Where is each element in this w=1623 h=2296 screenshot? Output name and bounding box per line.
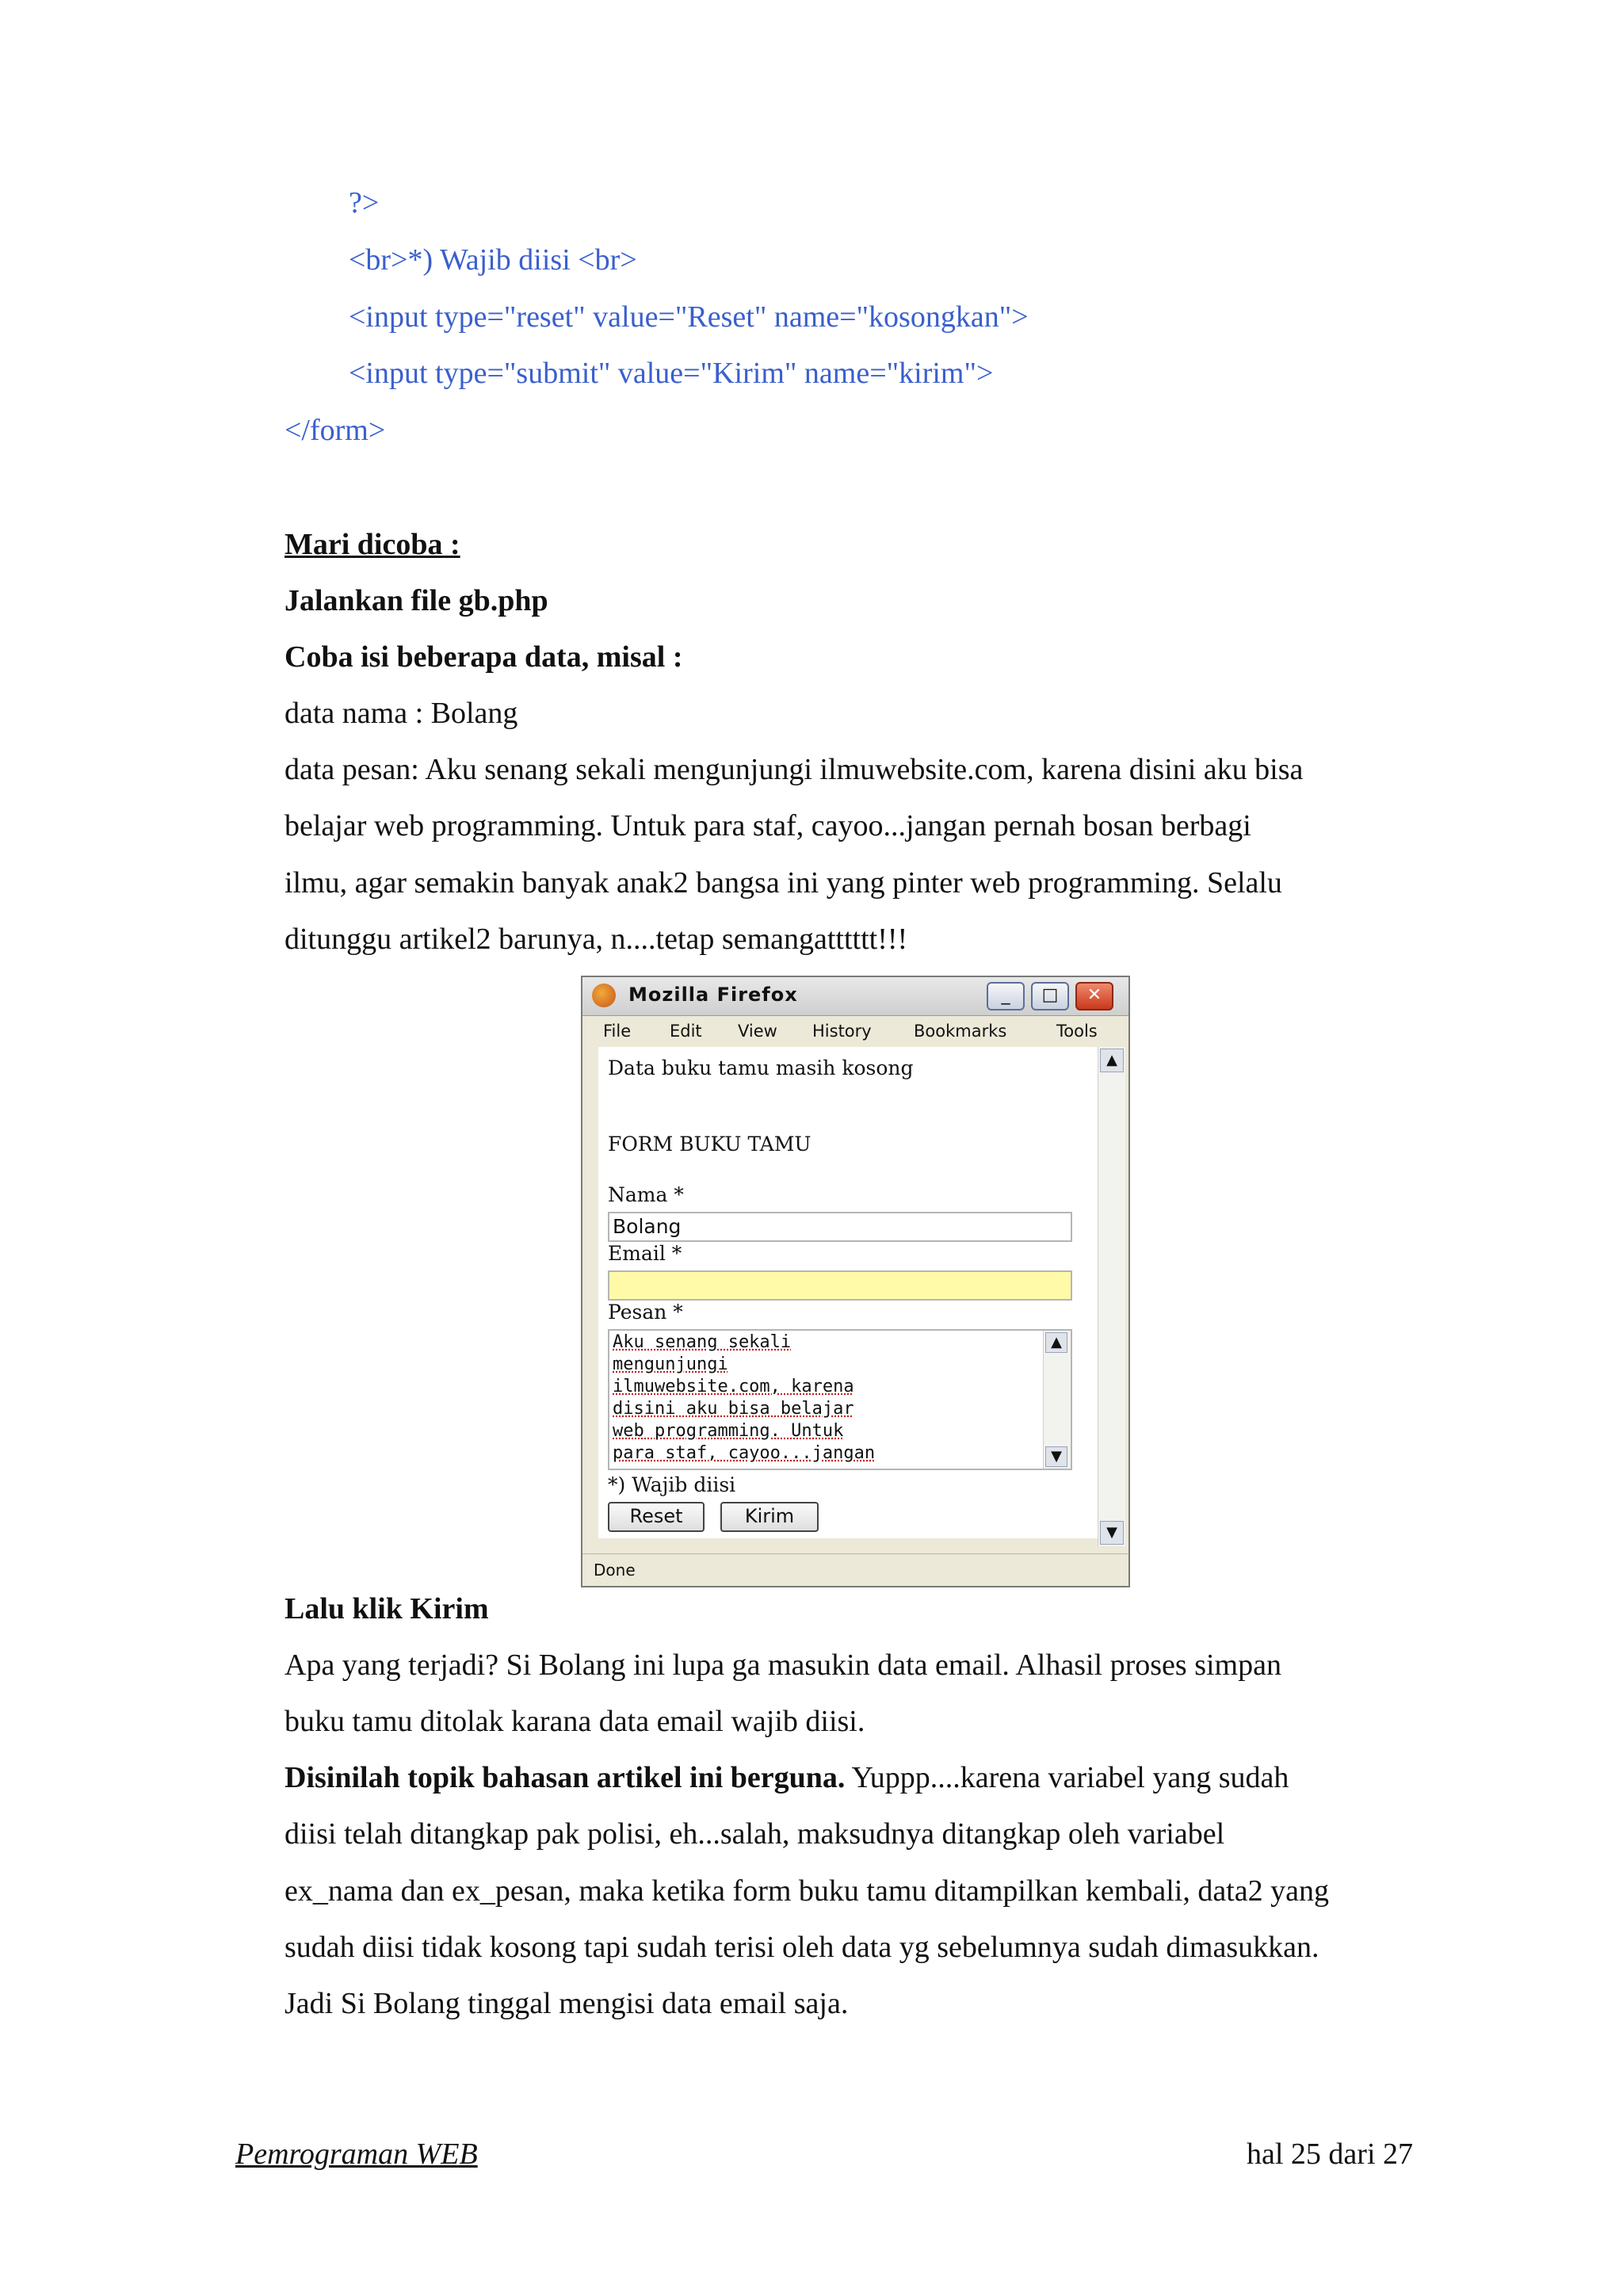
close-button[interactable]: ✕ [1075, 982, 1113, 1010]
required-note: *) Wajib diisi [608, 1473, 736, 1496]
pesan-line: ilmu, agar semakin banyak anak2 bangsa ini yang pinter web programming. Selalu [285, 866, 1282, 900]
pesan-label: Pesan * [608, 1301, 683, 1324]
minimize-button[interactable]: _ [987, 982, 1025, 1010]
nama-label: Nama * [608, 1183, 684, 1206]
menu-edit[interactable]: Edit [670, 1022, 702, 1041]
textarea-line: ilmuwebsite.com, karena [613, 1377, 854, 1396]
pesan-line: ditunggu artikel2 barunya, n....tetap semangatttttt!!! [285, 923, 908, 956]
nama-input[interactable]: Bolang [608, 1212, 1072, 1242]
data-nama: data nama : Bolang [285, 697, 518, 730]
textarea-scrollbar[interactable] [1043, 1331, 1071, 1469]
paragraph-line: Jadi Si Bolang tinggal mengisi data email saja. [285, 1987, 849, 2020]
page-number: hal 25 dari 27 [1247, 2137, 1414, 2171]
code-line: ?> [349, 186, 380, 220]
browser-titlebar [582, 977, 1128, 1016]
browser-title: Mozilla Firefox [628, 984, 798, 1006]
chevron-down-icon[interactable]: ▼ [1045, 1446, 1067, 1467]
textarea-line: para staf, cayoo...jangan [613, 1443, 876, 1463]
empty-message: Data buku tamu masih kosong [608, 1056, 914, 1079]
page-scrollbar[interactable] [1098, 1047, 1125, 1546]
after-heading: Lalu klik Kirim [285, 1592, 489, 1626]
menu-file[interactable]: File [603, 1022, 632, 1041]
kirim-button[interactable]: Kirim [720, 1502, 819, 1532]
menu-history[interactable]: History [812, 1022, 872, 1041]
menu-view[interactable]: View [738, 1022, 777, 1041]
code-line: </form> [285, 414, 386, 447]
paragraph-line [285, 1759, 1289, 1797]
firefox-icon [592, 984, 616, 1007]
paragraph-line: ex_nama dan ex_pesan, maka ketika form buku tamu ditampilkan kembali, data2 yang [285, 1874, 1329, 1908]
menu-tools[interactable]: Tools [1056, 1022, 1098, 1041]
browser-screenshot [581, 976, 1130, 1587]
code-line: <input type="submit" value="Kirim" name="kirim"> [349, 357, 994, 390]
reset-button[interactable]: Reset [608, 1502, 705, 1532]
email-input[interactable] [608, 1270, 1072, 1301]
browser-content [598, 1047, 1098, 1538]
paragraph-text: Yuppp....karena variabel yang sudah [845, 1761, 1289, 1794]
step-run-file: Jalankan file gb.php [285, 584, 548, 617]
chevron-up-icon[interactable]: ▲ [1100, 1049, 1124, 1072]
status-bar [582, 1553, 1128, 1586]
paragraph-line: Apa yang terjadi? Si Bolang ini lupa ga masukin data email. Alhasil proses simpan [285, 1648, 1281, 1682]
textarea-line: disini aku bisa belajar [613, 1399, 854, 1419]
menu-bookmarks[interactable]: Bookmarks [914, 1022, 1007, 1041]
chevron-down-icon[interactable]: ▼ [1100, 1521, 1124, 1545]
form-title: FORM BUKU TAMU [608, 1133, 812, 1156]
pesan-line: data pesan: Aku senang sekali mengunjungi ilmuwebsite.com, karena disini aku bisa [285, 753, 1304, 786]
pesan-textarea[interactable] [608, 1329, 1072, 1470]
footer-title: Pemrograman WEB [235, 2137, 478, 2171]
paragraph-line: sudah diisi tidak kosong tapi sudah terisi oleh data yg sebelumnya sudah dimasukkan. [285, 1931, 1319, 1964]
textarea-line: Aku senang sekali [613, 1332, 792, 1352]
paragraph-line: buku tamu ditolak karana data email wajib diisi. [285, 1705, 865, 1738]
step-fill-data: Coba isi beberapa data, misal : [285, 640, 683, 674]
textarea-line: web programming. Untuk [613, 1421, 844, 1441]
pesan-line: belajar web programming. Untuk para staf, cayoo...jangan pernah bosan berbagi [285, 809, 1251, 842]
chevron-up-icon[interactable]: ▲ [1045, 1332, 1067, 1353]
email-label: Email * [608, 1242, 682, 1265]
emphasis-text: Disinilah topik bahasan artikel ini berguna. [285, 1761, 846, 1794]
menu-bar [582, 1017, 1128, 1045]
code-line: <br>*) Wajib diisi <br> [349, 243, 637, 277]
code-line: <input type="reset" value="Reset" name="kosongkan"> [349, 300, 1029, 334]
section-heading: Mari dicoba : [285, 528, 460, 561]
textarea-line: mengunjungi [613, 1354, 728, 1374]
paragraph-line: diisi telah ditangkap pak polisi, eh...salah, maksudnya ditangkap oleh variabel [285, 1817, 1225, 1851]
status-text: Done [594, 1561, 636, 1580]
maximize-button[interactable]: □ [1031, 982, 1069, 1010]
